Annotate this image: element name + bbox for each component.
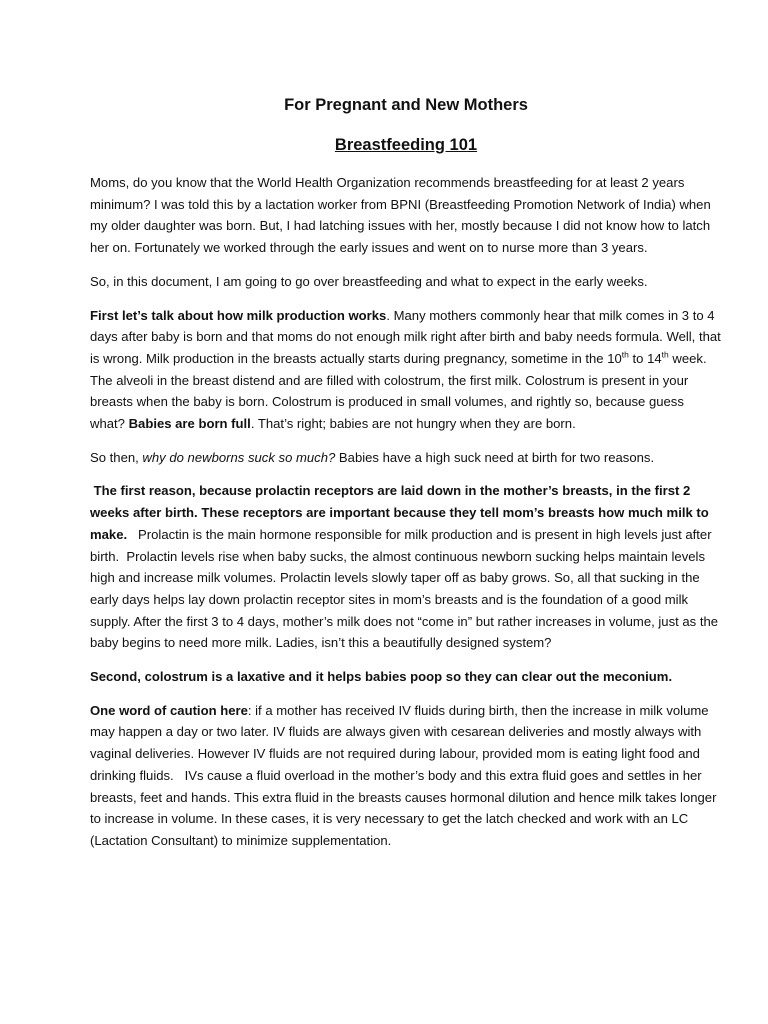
first-reason-text: Prolactin is the main hormone responsible for milk production and is present in high levels just after birth. Prolactin levels rise when baby sucks, the almost continuous newborn sucking helps maintain levels high and increase milk volumes. Prolactin levels slowly taper off as baby grows. So, all that sucking in the early days helps lay down prolactin receptor sites in mom’s breasts and is the foundation of a good milk supply. After the first 3 to 4 days, mother’s milk does not “come in” but rather increases in volume, just as the baby begins to need more milk. Ladies, isn’t this a beautifully designed system? (90, 526, 719, 651)
caution-heading: One word of caution here (90, 702, 248, 718)
paragraph-suck-need (90, 447, 722, 469)
document-title: For Pregnant and New Mothers (284, 96, 528, 114)
document-subtitle: Breastfeeding 101 (334, 136, 478, 154)
superscript-th-2: th (661, 349, 669, 360)
paragraph-intro: Moms, do you know that the World Health Organization recommends breastfeeding for at least 2 years minimum? I was told this by a lactation worker from BPNI (Breastfeeding Promotion Network of India) when my older daughter was born. But, I had latching issues with her, mostly because I did not know how to latch her on. Fortunately we worked through the early issues and went on to nurse more than 3 years. (90, 175, 711, 256)
paragraph-caution (90, 700, 722, 852)
second-reason-heading: Second, colostrum is a laxative and it helps babies poop so they can clear out the meconium. (90, 669, 673, 685)
suck-need-text-a: So then, (90, 449, 143, 465)
suck-need-question: why do newborns suck so much? (142, 449, 336, 465)
milk-production-text-d: . That’s right; babies are not hungry when they are born. (250, 416, 576, 432)
milk-production-text-c: week. The alveoli in the breast distend and are filled with colostrum, the first milk. Colostrum is present in your breasts when the baby is born. Colostrum is produced in small volumes, and rightly so, because guess what? (90, 350, 707, 432)
paragraph-milk-production (90, 305, 722, 435)
paragraph-overview: So, in this document, I am going to go over breastfeeding and what to expect in the early weeks. (90, 273, 648, 289)
document-page (90, 94, 722, 864)
caution-text: : if a mother has received IV fluids during birth, then the increase in milk volume may happen a day or two later. IV fluids are always given with cesarean deliveries and mostly always with vaginal deliveries. However IV fluids are not required during labour, provided mom is eating light food and drinking fluids. IVs cause a fluid overload in the mother’s body and this extra fluid goes and settles in her breasts, feet and hands. This extra fluid in the breasts causes hormonal dilution and hence milk takes longer to increase in volume. In these cases, it is very necessary to get the latch checked and work with an LC (Lactation Consultant) to minimize supplementation. (90, 702, 717, 848)
babies-born-full-emphasis: Babies are born full (128, 416, 251, 432)
suck-need-text-b: Babies have a high suck need at birth for two reasons. (335, 449, 655, 465)
superscript-th-1: th (621, 349, 629, 360)
paragraph-second-reason (90, 666, 722, 688)
paragraph-first-reason (90, 480, 722, 654)
milk-production-text-b: to 14 (628, 350, 662, 366)
first-reason-heading: The first reason, because prolactin receptors are laid down in the mother’s breasts, in the first 2 weeks after birth. These receptors are important because they tell mom’s breasts how much milk to make. (90, 483, 709, 542)
milk-production-text-a: . Many mothers commonly hear that milk comes in 3 to 4 days after baby is born and that moms do not enough milk right after birth and baby needs formula. Well, that is wrong. Milk production in the breasts actually starts during pregnancy, sometime in the 10 (90, 307, 721, 366)
milk-production-heading: First let’s talk about how milk production works (90, 307, 387, 323)
